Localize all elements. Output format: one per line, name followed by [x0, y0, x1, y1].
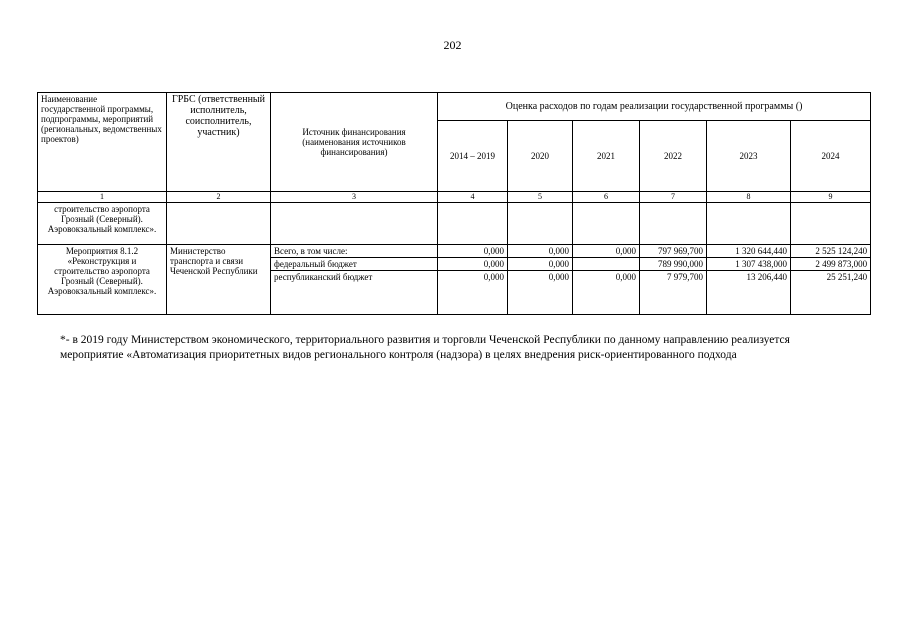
header-year: 2021: [573, 120, 640, 191]
column-number: 3: [271, 192, 438, 203]
value-cell: 797 969,700: [640, 245, 707, 258]
value-cell: 0,000: [508, 271, 573, 315]
value-cell: 0,000: [573, 245, 640, 258]
header-year: 2014 – 2019: [438, 120, 508, 191]
continuation-row: [38, 203, 871, 245]
column-number-row: [38, 192, 871, 203]
column-number: 6: [573, 192, 640, 203]
column-number: 1: [38, 192, 167, 203]
event-name: Мероприятия 8.1.2 «Реконструкция и строительство аэропорта Грозный (Северный). Аэровокзальный комплекс».: [38, 245, 167, 315]
header-estimate: Оценка расходов по годам реализации государственной программы (): [438, 93, 871, 121]
column-number: 5: [508, 192, 573, 203]
source-cell: федеральный бюджет: [271, 258, 438, 271]
value-cell: 1 307 438,000: [707, 258, 791, 271]
page-number: 202: [443, 38, 462, 52]
header-grbs: ГРБС (ответственный исполнитель, соисполнитель, участник): [167, 93, 271, 192]
value-cell: 1 320 644,440: [707, 245, 791, 258]
header-year: 2022: [640, 120, 707, 191]
value-cell: 0,000: [438, 258, 508, 271]
column-number: 9: [791, 192, 871, 203]
column-number: 8: [707, 192, 791, 203]
source-cell: Всего, в том числе:: [271, 245, 438, 258]
header-year: 2020: [508, 120, 573, 191]
budget-table: [37, 92, 871, 315]
value-cell: 0,000: [438, 245, 508, 258]
value-cell: 789 990,000: [640, 258, 707, 271]
value-cell: 2 525 124,240: [791, 245, 871, 258]
value-cell: 25 251,240: [791, 271, 871, 315]
column-number: 4: [438, 192, 508, 203]
value-cell: 0,000: [508, 258, 573, 271]
column-number: 2: [167, 192, 271, 203]
value-cell: 7 979,700: [640, 271, 707, 315]
value-cell: 0,000: [508, 245, 573, 258]
value-cell: 0,000: [438, 271, 508, 315]
header-year: 2024: [791, 120, 871, 191]
value-cell: 13 206,440: [707, 271, 791, 315]
header-source: Источник финансирования (наименования источников финансирования): [271, 93, 438, 192]
continuation-name: строительство аэропорта Грозный (Северный). Аэровокзальный комплекс».: [38, 203, 167, 245]
value-cell: 2 499 873,000: [791, 258, 871, 271]
column-number: 7: [640, 192, 707, 203]
footnote: *- в 2019 году Министерством экономического, территориального развития и торговли Чеченской Республики по данному направлению реализуется мероприятие «Автоматизация приоритетных видов регионального контроля (надзора) в целях внедрения риск-ориентированного подхода: [60, 334, 790, 361]
table-row: [38, 245, 871, 258]
header-name: Наименование государственной программы, подпрограммы, мероприятий (региональных, ведомственных проектов): [38, 93, 167, 192]
event-grbs: Министерство транспорта и связи Чеченской Республики: [167, 245, 271, 315]
value-cell: 0,000: [573, 271, 640, 315]
header-row-1: [38, 93, 871, 121]
value-cell: [573, 258, 640, 271]
header-year: 2023: [707, 120, 791, 191]
source-cell: республиканский бюджет: [271, 271, 438, 315]
